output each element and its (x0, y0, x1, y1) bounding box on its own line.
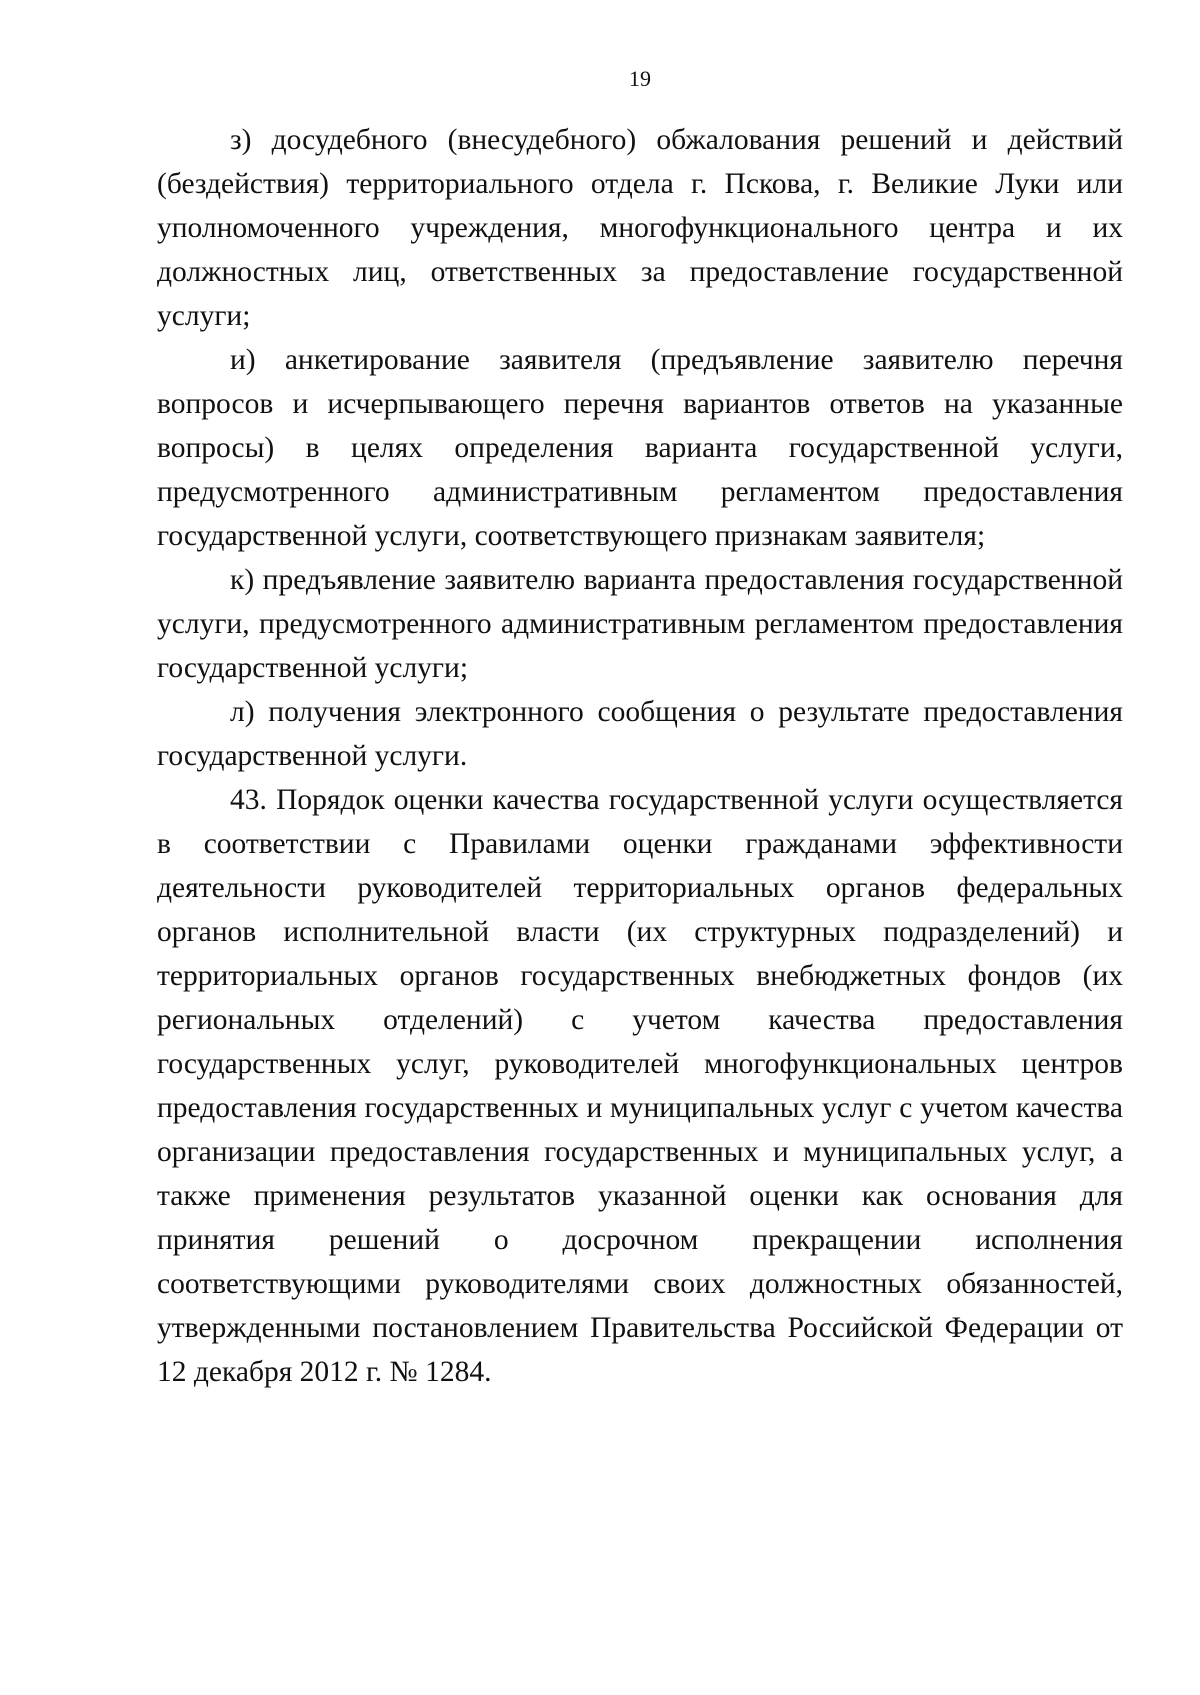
page-number: 19 (629, 66, 651, 91)
paragraph-z: з) досудебного (внесудебного) обжалования решений и действий (бездействия) территориального отдела г. Пскова, г. Великие Луки или уполномоченного учреждения, многофункционального центра и их должностных лиц, ответственных за предоставление государственной услуги; (157, 124, 1123, 332)
paragraph-k: к) предъявление заявителю варианта предоставления государственной услуги, предусмотренного административным регламентом предоставления государственной услуги; (157, 564, 1123, 684)
paragraph-i: и) анкетирование заявителя (предъявление заявителю перечня вопросов и исчерпывающего перечня вариантов ответов на указанные вопросы) в целях определения варианта государственной услуги, предусмотренного административным регламентом предоставления государственной услуги, соответствующего признакам заявителя; (157, 344, 1123, 552)
paragraph-43: 43. Порядок оценки качества государственной услуги осуществляется в соответствии с Правилами оценки гражданами эффективности деятельности руководителей территориальных органов федеральных органов исполнительной власти (их структурных подразделений) и территориальных органов государственных внебюджетных фондов (их региональных отделений) с учетом качества предоставления государственных услуг, руководителей многофункциональных центров предоставления государственных и муниципальных услуг с учетом качества организации предоставления государственных и муниципальных услуг, а также применения результатов указанной оценки как основания для принятия решений о досрочном прекращении исполнения соответствующими руководителями своих должностных обязанностей, утвержденными постановлением Правительства Российской Федерации от 12 декабря 2012 г. № 1284. (157, 784, 1123, 1388)
paragraph-l: л) получения электронного сообщения о результате предоставления государственной услуги. (157, 696, 1123, 772)
document-body (157, 118, 1123, 1394)
